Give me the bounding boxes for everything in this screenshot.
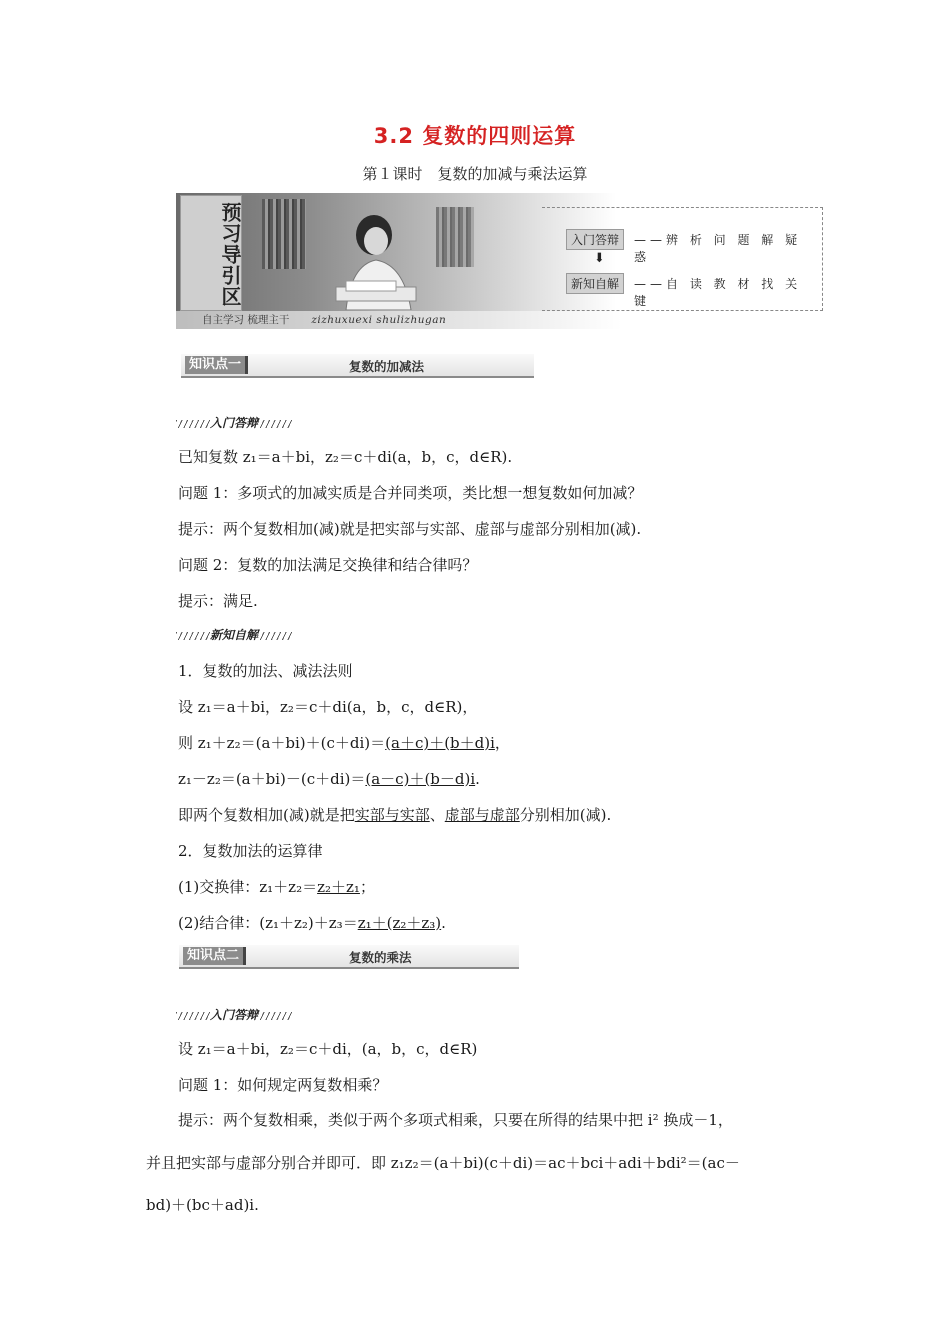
s2-line6: (2)结合律：(z₁＋z₂)＋z₃＝z₁＋(z₂＋z₃). [178, 914, 446, 932]
banner-vertical-title: 预习导引区 [180, 195, 242, 311]
s2-line2: 则 z₁＋z₂＝(a＋bi)＋(c＋di)＝(a＋c)＋(b＋d)i， [178, 734, 510, 752]
strip-pinyin: zizhuxuexi shulizhugan [311, 314, 447, 326]
tag-new-desc: ——自 读 教 材 找 关 键 [634, 277, 802, 308]
kp2-header [179, 945, 519, 969]
s3-line1: 设 z₁＝a＋bi，z₂＝c＋di，(a，b，c，d∈R) [178, 1040, 478, 1058]
s2-heading2: 2．复数加法的运算律 [178, 842, 323, 860]
s2-line1: 设 z₁＝a＋bi，z₂＝c＋di(a，b，c，d∈R)， [178, 698, 478, 716]
student-reading-image [316, 205, 436, 310]
kp1-header [181, 354, 534, 378]
kp2-name: 复数的乘法 [349, 950, 412, 965]
s1-line5: 提示：满足. [178, 592, 258, 610]
s3-line4: 并且把实部与虚部分别合并即可．即 z₁z₂＝(a＋bi)(c＋di)＝ac＋bci＋adi＋bdi²＝(ac－ [146, 1154, 740, 1172]
s1-line1: 已知复数 z₁＝a＋bi，z₂＝c＋di(a，b，c，d∈R). [178, 448, 513, 466]
s1-line3: 提示：两个复数相加(减)就是把实部与实部、虚部与虚部分别相加(减). [178, 520, 642, 538]
answer-imag: 虚部与虚部 [444, 806, 520, 824]
s2-heading1: 1．复数的加法、减法法则 [178, 662, 353, 680]
answer-real: 实部与实部 [354, 806, 430, 824]
banner-strip [176, 311, 622, 329]
s3-line2: 问题 1：如何规定两复数相乘？ [178, 1076, 388, 1094]
kp1-tag: 知识点一 [185, 356, 248, 374]
s2-line3: z₁－z₂＝(a＋bi)－(c＋di)＝(a－c)＋(b－d)i. [178, 770, 480, 788]
s2-line5: (1)交换律：z₁＋z₂＝z₂＋z₁； [178, 878, 375, 896]
marker-intro-1: 入门答辩 [176, 414, 292, 431]
tag-intro-desc: ——辨 析 问 题 解 疑 惑 [634, 233, 802, 264]
preview-banner [176, 193, 824, 333]
marker-new-1: 新知自解 [176, 626, 292, 643]
s1-line4: 问题 2：复数的加法满足交换律和结合律吗？ [178, 556, 478, 574]
strip-text: 自主学习 梳理主干 [202, 314, 290, 326]
down-arrow-icon: ⬇ [594, 251, 605, 266]
tag-intro-qa: 入门答辩 [566, 229, 624, 250]
answer-sum: (a＋c)＋(b＋d)i [385, 734, 495, 752]
lesson-subtitle: 第１课时 复数的加减与乘法运算 [362, 165, 588, 183]
s3-line5: bd)＋(bc＋ad)i. [146, 1196, 259, 1214]
marker-intro-2: 入门答辩 [176, 1006, 292, 1023]
answer-diff: (a－c)＋(b－d)i [365, 770, 476, 788]
answer-associative: z₁＋(z₂＋z₃) [357, 914, 442, 932]
s3-line3: 提示：两个复数相乘，类似于两个多项式相乘，只要在所得的结果中把 i² 换成－1， [178, 1111, 733, 1129]
page-title: 3.2 复数的四则运算 [373, 124, 577, 148]
kp1-name: 复数的加减法 [349, 359, 425, 374]
answer-commutative: z₂＋z₁ [317, 878, 360, 896]
s2-line4: 即两个复数相加(减)就是把实部与实部、虚部与虚部分别相加(减). [178, 806, 612, 824]
s1-line2: 问题 1：多项式的加减实质是合并同类项，类比想一想复数如何加减？ [178, 484, 643, 502]
kp2-tag: 知识点二 [183, 947, 246, 965]
tag-new-knowledge: 新知自解 [566, 273, 624, 294]
